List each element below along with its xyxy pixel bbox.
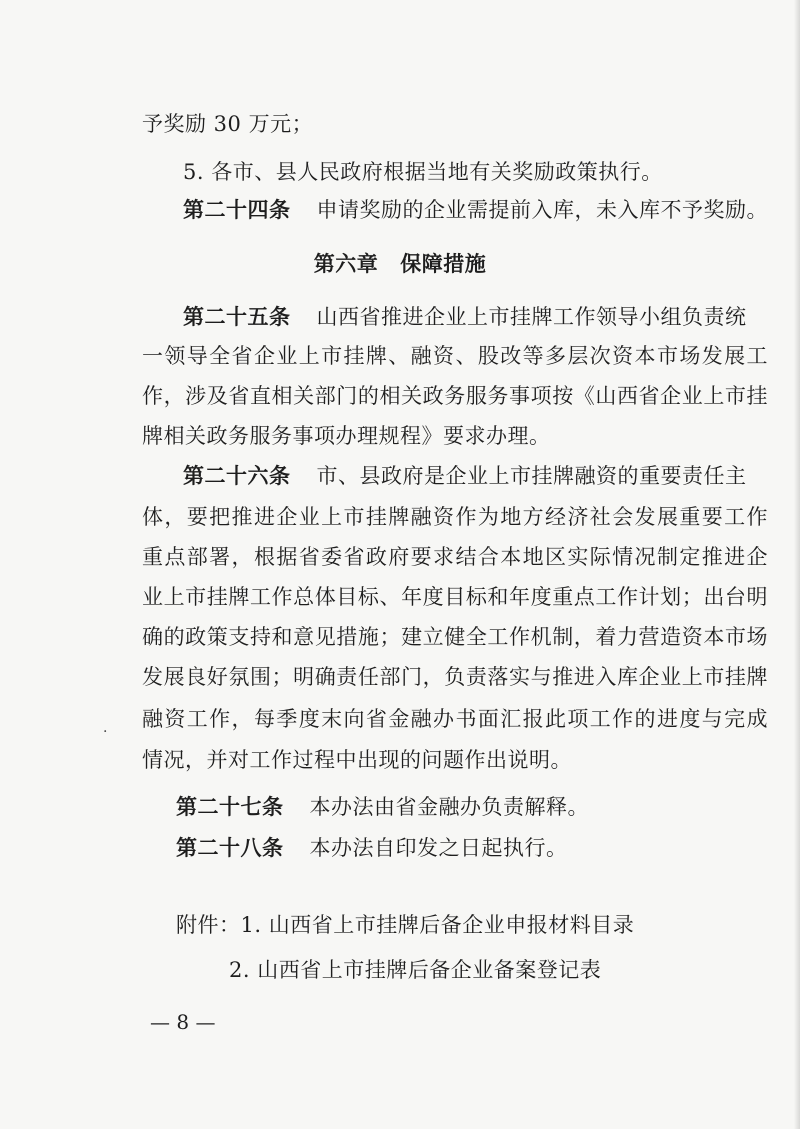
text-line: 5. 各市、县人民政府根据当地有关奖励政策执行。 <box>183 160 663 184</box>
article-27 <box>176 793 589 821</box>
text-line: 体，要把推进企业上市挂牌融资作为地方经济社会发展重要工作 <box>142 505 768 529</box>
attachment-1: 附件：1. 山西省上市挂牌后备企业申报材料目录 <box>176 913 635 937</box>
text-line: 予奖励 30 万元； <box>142 112 314 136</box>
article-label: 第二十七条 <box>176 795 284 819</box>
article-text: 本办法由省金融办负责解释。 <box>309 795 589 819</box>
chapter-heading <box>0 250 800 278</box>
chapter-title: 保障措施 <box>400 252 487 276</box>
scan-edge-shadow <box>794 0 800 1129</box>
article-text: 山西省推进企业上市挂牌工作领导小组负责统 <box>316 305 747 329</box>
article-label: 第二十八条 <box>176 836 284 860</box>
article-label: 第二十四条 <box>183 198 291 222</box>
article-label: 第二十六条 <box>183 464 291 488</box>
text-line: 业上市挂牌工作总体目标、年度目标和年度重点工作计划；出台明 <box>142 585 768 609</box>
text-line: 牌相关政务服务事项办理规程》要求办理。 <box>142 424 551 448</box>
page-number: — 8 — <box>150 1010 216 1034</box>
text-line: 发展良好氛围；明确责任部门，负责落实与推进入库企业上市挂牌 <box>142 665 768 689</box>
text-line: 一领导全省企业上市挂牌、融资、股改等多层次资本市场发展工 <box>142 344 768 368</box>
article-24 <box>183 196 768 224</box>
attachment-2: 2. 山西省上市挂牌后备企业备案登记表 <box>229 958 602 982</box>
text-line: 重点部署，根据省委省政府要求结合本地区实际情况制定推进企 <box>142 545 768 569</box>
article-28 <box>176 834 568 862</box>
article-text: 市、县政府是企业上市挂牌融资的重要责任主 <box>316 464 747 488</box>
article-25 <box>183 303 747 331</box>
text-line: 融资工作，每季度末向省金融办书面汇报此项工作的进度与完成 <box>142 707 768 731</box>
article-label: 第二十五条 <box>183 305 291 329</box>
article-26 <box>183 462 747 490</box>
text-line: 情况，并对工作过程中出现的问题作出说明。 <box>142 748 572 772</box>
scan-speck: · <box>103 724 108 740</box>
chapter-number: 第六章 <box>313 252 379 276</box>
article-text: 本办法自印发之日起执行。 <box>309 836 568 860</box>
text-line: 确的政策支持和意见措施；建立健全工作机制，着力营造资本市场 <box>142 625 768 649</box>
article-text: 申请奖励的企业需提前入库，未入库不予奖励。 <box>316 198 768 222</box>
text-line: 作，涉及省直相关部门的相关政务服务事项按《山西省企业上市挂 <box>142 384 768 408</box>
